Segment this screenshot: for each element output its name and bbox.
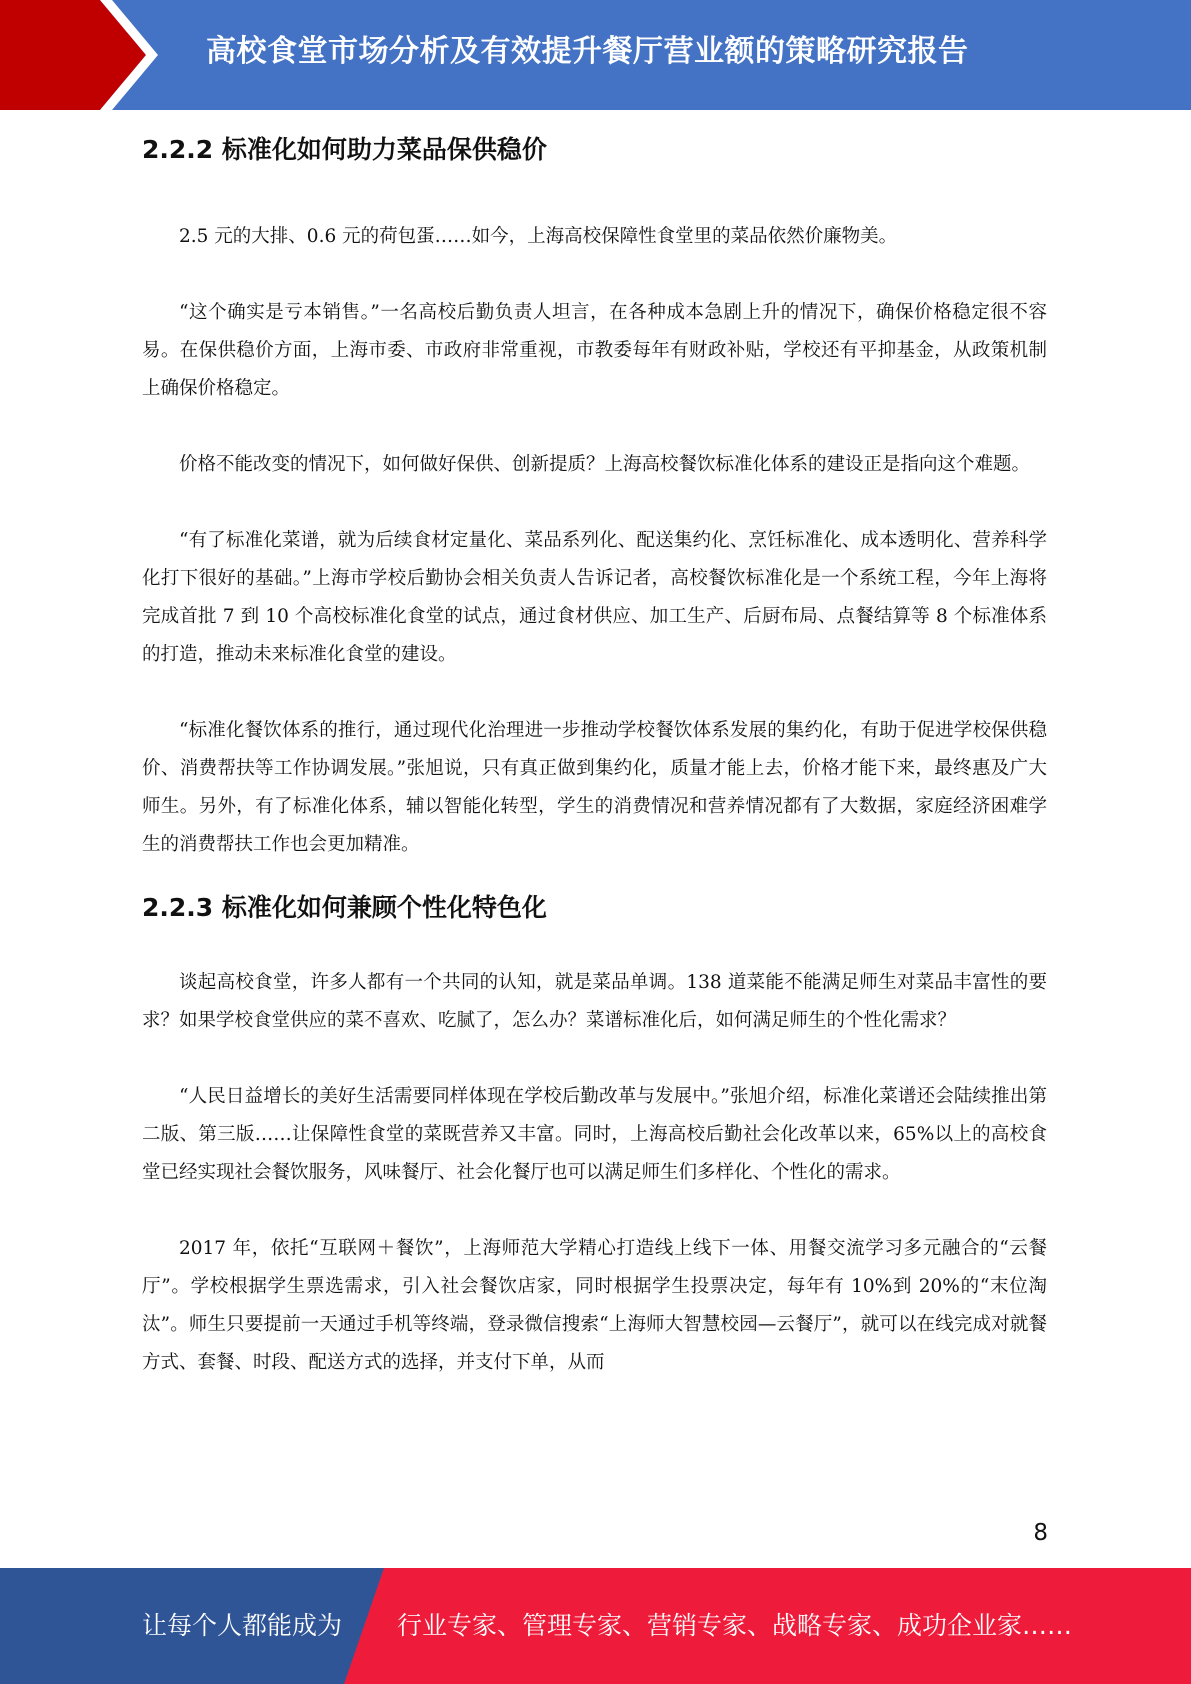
page-number: 8: [1033, 1520, 1048, 1546]
paragraph: “有了标准化菜谱，就为后续食材定量化、菜品系列化、配送集约化、烹饪标准化、成本透明化、营养科学化打下很好的基础。”上海市学校后勤协会相关负责人告诉记者，高校餐饮标准化是一个系统工程，今年上海将完成首批 7 到 10 个高校标准化食堂的试点，通过食材供应、加工生产、后厨布局、点餐结算等 8 个标准体系的打造，推动未来标准化食堂的建设。: [142, 530, 1047, 665]
paragraph: “标准化餐饮体系的推行，通过现代化治理进一步推动学校餐饮体系发展的集约化，有助于促进学校保供稳价、消费帮扶等工作协调发展。”张旭说，只有真正做到集约化，质量才能上去，价格才能下来，最终惠及广大师生。另外，有了标准化体系，辅以智能化转型，学生的消费情况和营养情况都有了大数据，家庭经济困难学生的消费帮扶工作也会更加精准。: [142, 720, 1047, 855]
header-banner: [0, 0, 1191, 110]
section-heading-2-2-3: 2.2.3 标准化如何兼顾个性化特色化: [142, 893, 547, 922]
paragraph: 价格不能改变的情况下，如何做好保供、创新提质？上海高校餐饮标准化体系的建设正是指向这个难题。: [179, 454, 1031, 475]
paragraph: 2.5 元的大排、0.6 元的荷包蛋……如今，上海高校保障性食堂里的菜品依然价廉物美。: [179, 226, 898, 247]
paragraph: “这个确实是亏本销售。”一名高校后勤负责人坦言，在各种成本急剧上升的情况下，确保价格稳定很不容易。在保供稳价方面，上海市委、市政府非常重视，市教委每年有财政补贴，学校还有平抑基金，从政策机制上确保价格稳定。: [142, 302, 1047, 399]
footer-banner: [0, 1568, 1191, 1684]
section-heading-2-2-2: 2.2.2 标准化如何助力菜品保供稳价: [142, 135, 547, 164]
footer-slogan-left: 让每个人都能成为: [142, 1611, 343, 1640]
footer-slogan-right: 行业专家、管理专家、营销专家、战略专家、成功企业家……: [397, 1611, 1073, 1640]
paragraph: “人民日益增长的美好生活需要同样体现在学校后勤改革与发展中。”张旭介绍，标准化菜谱还会陆续推出第二版、第三版……让保障性食堂的菜既营养又丰富。同时，上海高校后勤社会化改革以来，65%以上的高校食堂已经实现社会餐饮服务，风味餐厅、社会化餐厅也可以满足师生们多样化、个性化的需求。: [142, 1086, 1047, 1183]
chevron-arrow-icon: [0, 0, 160, 110]
report-title: 高校食堂市场分析及有效提升餐厅营业额的策略研究报告: [206, 34, 969, 69]
document-body: [142, 128, 1047, 1382]
paragraph: 谈起高校食堂，许多人都有一个共同的认知，就是菜品单调。138 道菜能不能满足师生对菜品丰富性的要求？如果学校食堂供应的菜不喜欢、吃腻了，怎么办？菜谱标准化后，如何满足师生的个性化需求？: [142, 972, 1047, 1031]
paragraph: 2017 年，依托“互联网＋餐饮”，上海师范大学精心打造线上线下一体、用餐交流学习多元融合的“云餐厅”。学校根据学生票选需求，引入社会餐饮店家，同时根据学生投票决定，每年有 10%到 20%的“末位淘汰”。师生只要提前一天通过手机等终端，登录微信搜索“上海师大智慧校园—云餐厅”，就可以在线完成对就餐方式、套餐、时段、配送方式的选择，并支付下单，从而: [142, 1238, 1047, 1373]
